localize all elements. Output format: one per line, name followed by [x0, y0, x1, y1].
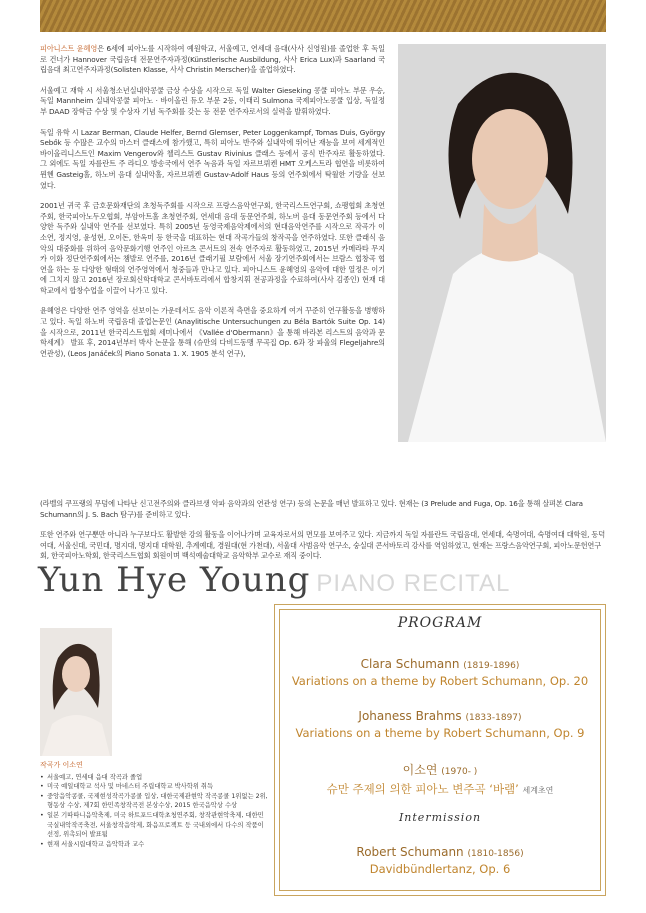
bio-paragraph-6: 또한 연주와 연구뿐만 아니라 누구보다도 활발한 강의 활동을 이어나가며 교육자로서의 면모를 보여주고 있다. 지금까지 독일 자를란트 국립음대, 연세대, 숙명여대, 숙명여대 대학원, 동덕여대, 서울신대, 국민대, 명지대, 명지대 대학원, 추계예대, 경원대(현 가천대), 서울대 사범음악 연구소, 숭실대 콘서바토리 강사를 역임하였고, 현재는 프랑스음악연구회, 피아노문헌연구회, 한국피아노학회, 한국리스트협회 회원이며 백석예술대학교 음악학부 교수로 재직 중이다.: [40, 530, 605, 561]
program-box: [274, 604, 606, 896]
composer-profile-item: • 중앙음악콩쿨, 국제현성작곡가콩쿨 입상, 대한국제관현악 작곡콩쿨 1위없는 2위, 형동상 수상, 제7회 한민족창작곡전 본상수상, 2015 한국음악상 수상: [47, 792, 268, 811]
pianist-portrait: [398, 44, 606, 442]
composer-name: Robert Schumann: [356, 845, 464, 859]
biography-column: [40, 44, 385, 369]
bio-paragraph-5-cont: (라벨의 쿠프랭의 무덤에 나타난 신고전주의와 클라브생 악파 음악과의 연관성 연구) 등의 논문을 매년 발표하고 있다. 현재는 (3 Prelude and Fuga, Op. 16을 통해 살펴본 Clara Schumann의 J. S. Bach 탐구)를 준비하고 있다.: [40, 499, 583, 519]
composer-years: (1810-1856): [467, 849, 524, 859]
composer-profile-item: • 일본 기따따니음악축제, 미국 하트포드대학초청연주회, 창작관현악축제, 대한민국실내악작곡축전, 서울창작음악제, 화음프로젝트 등 국내외에서 다수의 작품이 선정, 위촉되어 발표됨: [47, 811, 268, 840]
recital-subtitle: PIANO RECITAL: [316, 570, 511, 597]
composer-name: Johaness Brahms: [358, 709, 462, 723]
intermission-label: Intermission: [398, 811, 482, 824]
composer-name: Clara Schumann: [360, 657, 460, 671]
recital-title: [38, 560, 510, 600]
composer-profile: [40, 761, 268, 849]
composer-years: (1833-1897): [465, 713, 522, 723]
bio-paragraph-1: 피아니스트 윤혜영은 6세에 피아노를 시작하여 예원학교, 서울예고, 연세대 음대(사사 신영원)를 졸업한 후 독일로 건너가 Hannover 국립음대 전문연주자과정(Künstlerische Ausbildung, 사사 Erica Lux)과 Saarland 국립음대 최고연주자과정(Solisten Klasse, 사사 Christin Merscher)을 졸업하였다.: [40, 44, 385, 75]
work-title: 슈만 주제의 의한 피아노 변주곡 ‘바램’: [326, 782, 519, 796]
program-heading: PROGRAM: [397, 615, 483, 631]
work-title: Davidbündlertanz, Op. 6: [369, 862, 511, 876]
bio-paragraph-5: 윤혜영은 다양한 연주 영역을 선보이는 가운데서도 음악 이론적 측면을 중요하게 여겨 꾸준히 연구활동을 병행하고 있다. 독일 하노버 국립음대 졸업논문인 (Anaylitische Untersuchungen zu Béla Bartók Suite Op. 14)을 시작으로, 2011년 한국리스트협회 세미나에서 《Vallée d'Obermann》을 통해 바라본 리스트의 음악과 문학세계》 발표 후, 2014년부터 박사 논문을 통해 (슈만의 다비드동맹 무곡집 Op. 6과 장 파울의 Flegeljahre의 연관성), (Leos Janáček의 Piano Sonata 1. X. 1905 분석 연구),: [40, 306, 385, 358]
program-piece-3: [275, 761, 605, 797]
work-title: Variations on a theme by Robert Schumann, Op. 9: [295, 726, 585, 740]
top-decorative-bar: [40, 0, 606, 32]
composer-years: (1819-1896): [463, 661, 520, 671]
bio-paragraph-2: 서울예고 재학 시 서울청소년실내악콩쿨 금상 수상을 시작으로 독일 Walter Gieseking 콩쿨 피아노 부문 우승, 독일 Mannheim 실내악콩쿨 피아노 · 바이올린 듀오 부문 2등, 이태리 Sulmona 국제피아노콩쿨 입상, 독일정부 DAAD 장학금 수상 및 수상자 기념 독주회를 갖는 등 전문 연주자로서의 실력을 발휘하였다.: [40, 85, 385, 116]
composer-portrait: [40, 628, 112, 756]
composer-profile-title: 작곡가 이소연: [40, 761, 83, 769]
bio-paragraph-4: 2001년 귀국 후 금호문화재단의 초청독주회를 시작으로 프랑스음악연구회, 한국리스트연구회, 쇼팽협회 초청연주회, 한국피아노두오협회, 부암아트홀 초청연주회, 연세대 음대 동문연주회, 하노버 음대 동문연주회 등에서 다양한 독주와 실내악 연주를 선보였다. 특히 2005년 동영국제음악제에서의 현대음악연주를 시작으로 작곡가 이소연, 정지영, 윤성현, 오이돈, 한옥미 등 한국을 대표하는 현대 작곡가들의 창작곡을 연주하였다. 또한 클래식 음악의 대중화를 위하여 음악문화기행 연주인 아르츠 콘서트의 전속 연주자로 활동하였고, 2015년 카메라타 무지카 이화 정단연주회에서는 챔발로 연주를, 2016년 클래기필 보람에서 서울 장기연주회에서는 브람스 협창곡 협연을 하는 등 다양한 형태의 연주영역에서 청중들과 만나고 있다. 피아니스트 윤혜영의 음악에 대한 열정은 이기에 그치지 않고 2016년 장로회신학대학교 콘서바토리에서 합창지휘 전공과정을 수료하여(사사 김종인) 현재 대학교에서 합창수업을 이끌어 나가고 있다.: [40, 201, 385, 295]
program-piece-1: [275, 657, 605, 688]
composer-profile-item: • 미국 예일대학교 석사 및 마네스터 주립대학교 박사학위 취득: [47, 782, 268, 792]
pianist-name: 피아니스트 윤혜영: [40, 44, 98, 53]
work-title: Variations on a theme by Robert Schumann, Op. 20: [291, 674, 589, 688]
performer-name: Yun Hye Young: [38, 560, 311, 600]
bio-paragraph-3: 독일 유학 시 Lazar Berman, Claude Helfer, Bernd Glemser, Peter Loggenkampf, Tomas Duis, György Sebők 등 수많은 교수의 마스터 클래스에 참가했고, 특히 피아노 반주와 실내악에 뛰어난 재능을 보여 세계적인 바이올리니스트인 Maxim Vengerov와 첼리스트 Gustav Rivinius 클래스 등에서 공식 반주자로 활동하였다. 그 외에도 독일 자를란트 주 라디오 방송국에서 연주 녹음과 독일 자르브뤼켄 HMT 오케스트라 협연을 비롯하여 뮌헨 Gasteig홀, 하노버 음대 실내악홀, 자르브뤼켄 Gustav-Adolf Haus 등의 연주회에서 탁월한 기량을 선보였다.: [40, 127, 385, 190]
composer-profile-item: • 서울예고, 연세대 음대 작곡과 졸업: [47, 773, 268, 783]
composer-years: (1970- ): [441, 767, 478, 777]
program-piece-2: [275, 709, 605, 740]
composer-name: 이소연: [402, 763, 438, 777]
program-piece-4: [275, 845, 605, 876]
premiere-note: 세계초연: [522, 786, 554, 795]
composer-profile-item: • 현재 서울시립대학교 음악학과 교수: [47, 840, 268, 850]
